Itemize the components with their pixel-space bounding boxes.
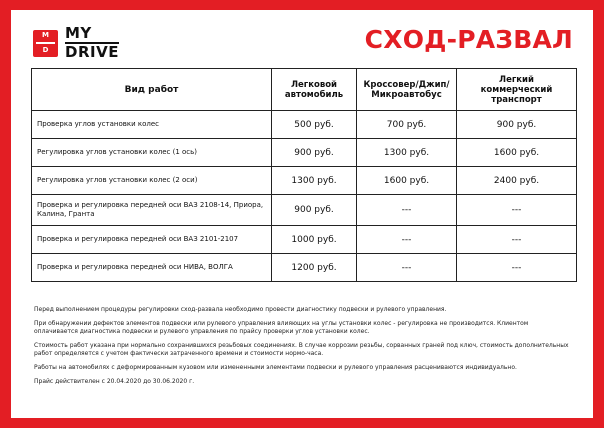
price-commercial: ---: [457, 226, 577, 254]
brand-name-line1: MY: [65, 24, 92, 42]
header-service: Вид работ: [32, 69, 272, 111]
price-passenger: 1200 руб.: [272, 254, 357, 282]
service-name: Проверка и регулировка передней оси ВАЗ 2101-2107: [32, 226, 272, 254]
price-passenger: 1300 руб.: [272, 167, 357, 195]
price-commercial: ---: [457, 195, 577, 226]
service-name: Регулировка углов установки колес (1 ось): [32, 139, 272, 167]
table-row: [32, 167, 577, 195]
price-table: [31, 68, 577, 282]
terms-notes: [34, 306, 574, 392]
service-name: Проверка и регулировка передней оси НИВА, ВОЛГА: [32, 254, 272, 282]
brand-logo: [33, 23, 119, 63]
logo-mark-icon: [33, 30, 58, 57]
note-paragraph: Работы на автомобилях с деформированным кузовом или измененными элементами подвески и рулевого управления расцениваются индивидуально.: [34, 364, 517, 371]
page-title: СХОД-РАЗВАЛ: [364, 25, 573, 54]
price-passenger: 900 руб.: [272, 195, 357, 226]
note-paragraph: Перед выполнением процедуры регулировки сход-развала необходимо провести диагностику подвески и рулевого управления.: [34, 306, 447, 313]
brand-name-line2: DRIVE: [65, 43, 119, 61]
service-name: Проверка углов установки колес: [32, 111, 272, 139]
header-passenger-car: Легковой автомобиль: [272, 69, 357, 111]
table-header-row: [32, 69, 577, 111]
table-row: [32, 195, 577, 226]
price-passenger: 900 руб.: [272, 139, 357, 167]
price-crossover: ---: [357, 195, 457, 226]
brand-name: [65, 26, 119, 60]
logo-mark-top: M: [42, 31, 49, 39]
price-commercial: ---: [457, 254, 577, 282]
price-crossover: ---: [357, 226, 457, 254]
table-row: [32, 254, 577, 282]
price-crossover: ---: [357, 254, 457, 282]
table-row: [32, 139, 577, 167]
price-passenger: 500 руб.: [272, 111, 357, 139]
service-name: Проверка и регулировка передней оси ВАЗ 2108-14, Приора, Калина, Гранта: [32, 195, 272, 226]
price-commercial: 1600 руб.: [457, 139, 577, 167]
price-commercial: 900 руб.: [457, 111, 577, 139]
price-passenger: 1000 руб.: [272, 226, 357, 254]
price-sheet: [11, 10, 593, 418]
service-name: Регулировка углов установки колес (2 оси): [32, 167, 272, 195]
note-paragraph: Стоимость работ указана при нормально сохранившихся резьбовых соединениях. В случае коррозии резьбы, сорванных граней под ключ, стоимость дополнительных работ определяется с учетом фактически затраченного времени и стоимости нормо-часа.: [34, 342, 569, 357]
logo-mark-bottom: D: [42, 46, 49, 54]
header-crossover: Кроссовер/Джип/ Микроавтобус: [357, 69, 457, 111]
table-row: [32, 226, 577, 254]
table-row: [32, 111, 577, 139]
price-commercial: 2400 руб.: [457, 167, 577, 195]
header-commercial: Легкий коммерческий транспорт: [457, 69, 577, 111]
price-crossover: 1600 руб.: [357, 167, 457, 195]
note-paragraph: При обнаружении дефектов элементов подвески или рулевого управления влияющих на углы установки колес - регулировка не производится. Клиентом оплачивается диагностика подвески и рулевого управления по прайсу проверки углов установки колес.: [34, 320, 529, 335]
validity-period: Прайс действителен с 20.04.2020 до 30.06.2020 г.: [34, 378, 195, 385]
price-crossover: 1300 руб.: [357, 139, 457, 167]
price-crossover: 700 руб.: [357, 111, 457, 139]
